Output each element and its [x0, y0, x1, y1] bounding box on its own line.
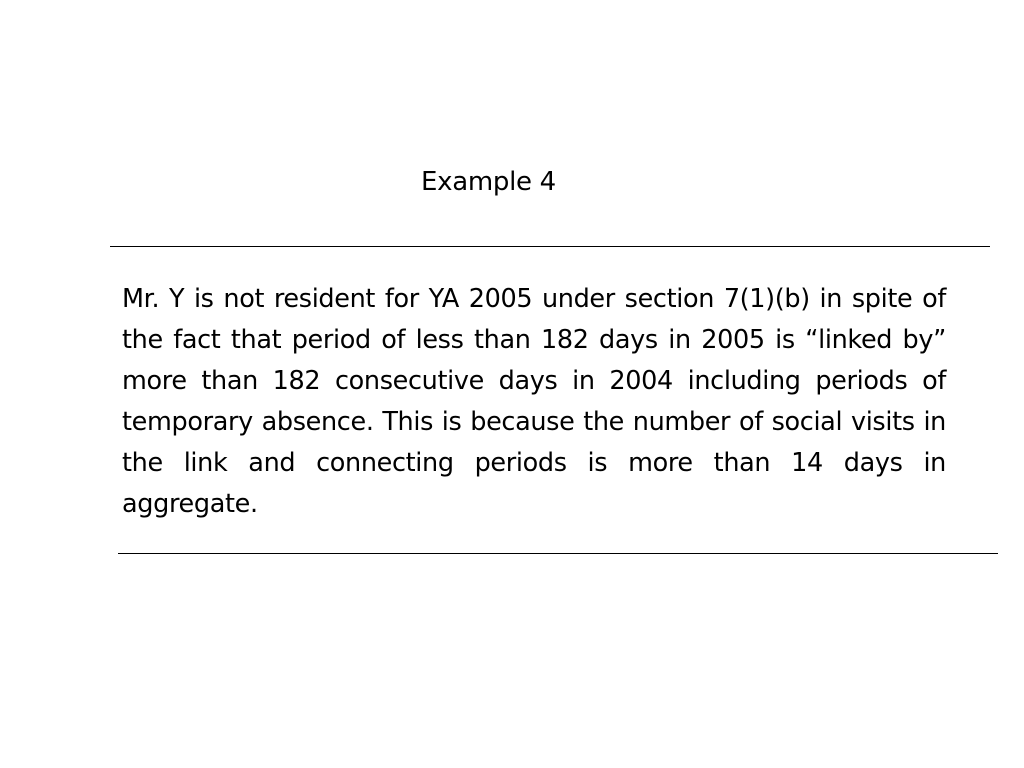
bottom-divider: [118, 553, 998, 554]
slide-body-text: Mr. Y is not resident for YA 2005 under section 7(1)(b) in spite of the fact that period of less than 182 days in 2005 is “linked by” more than 182 consecutive days in 2004 including periods of temporary absence. This is because the number of social visits in the link and connecting periods is more than 14 days in aggregate.: [122, 284, 946, 519]
top-divider: [110, 246, 990, 247]
slide-title: Example 4: [421, 167, 556, 197]
